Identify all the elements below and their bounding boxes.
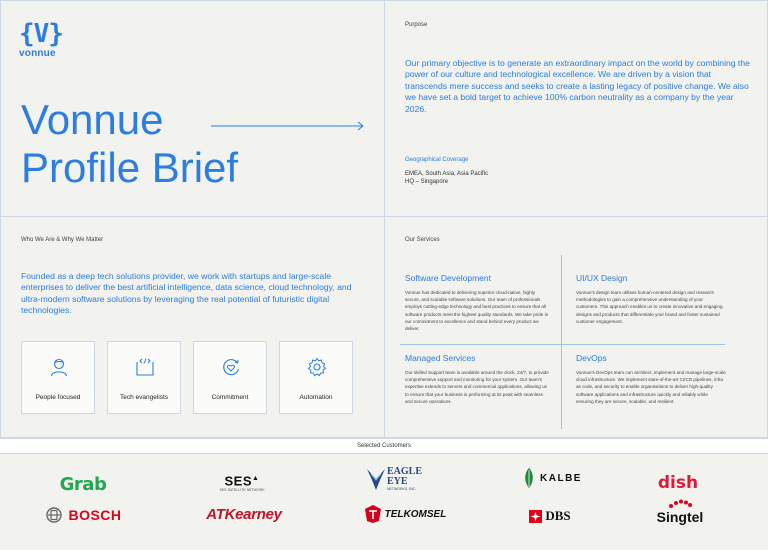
singtel-wordmark: Singtel <box>656 509 704 525</box>
value-card-people <box>21 341 95 414</box>
dbs-star-icon <box>529 510 542 523</box>
bosch-logo <box>42 505 126 525</box>
eagle-eye-wordmark: EAGLE EYE <box>386 466 422 487</box>
purpose-panel <box>384 0 768 217</box>
purpose-text: Our primary objective is to generate an extraordinary impact on the world by combining the power of our culture and technological excellence. We are driven by a vision that transcends mere success and seeks to create a lasting legacy of positive change. We also we have set a bold target to achieve 100% carbon neutrality as a company by the year 2026. <box>405 58 750 114</box>
singtel-dots-icon <box>667 499 693 509</box>
arrow-right-icon <box>211 121 366 131</box>
geo-regions: EMEA, South Asia, Asia Pacific <box>405 171 489 177</box>
kalbe-wordmark: KALBE <box>540 472 582 484</box>
code-window-icon <box>135 357 155 377</box>
value-card-automation <box>279 341 353 414</box>
service-title: Managed Services <box>405 353 476 363</box>
eagle-icon <box>365 466 387 492</box>
service-managed-services <box>405 353 550 405</box>
page-title <box>21 96 238 192</box>
vonnue-logo[interactable] <box>19 21 63 59</box>
service-title: UI/UX Design <box>576 273 628 283</box>
services-label: Our Services <box>405 237 440 243</box>
value-label: Commitment <box>211 394 249 401</box>
values-row <box>21 341 353 414</box>
geo-hq: HQ – Singapore <box>405 179 449 185</box>
ses-logo <box>212 469 272 495</box>
service-devops <box>576 353 726 405</box>
person-icon <box>49 357 69 377</box>
bosch-wordmark: BOSCH <box>68 507 122 523</box>
service-description: Vonnue's design team utilises human-centered design and research methodologies to gain a comprehensive understanding of your customers. This approach enables us to create innovative and engaging designs and products that differentiate your brand and foster sustained customer engagement. <box>576 290 723 324</box>
eagle-eye-logo <box>365 464 445 494</box>
service-description: Vonnue has dedicated to delivering superior cloud-native, highly secure, and scalable software solutions. Our team of professionals employs cutting-edge technology and best practices to ensure that all software products meet the highest quality standards. We take pride in our commitment to excellence and stand behind every product we deliver. <box>405 290 549 332</box>
value-label: Automation <box>299 394 333 401</box>
telkomsel-logo <box>362 500 448 528</box>
service-description: Our skilled Support team is available around the clock, 24/7, to provide comprehensive support and monitoring for your system. Our team's expertise extends to servers and commercial applications, allowing us to ensure that your business is performing at its peak with seamless and secure operations. <box>405 370 549 404</box>
logo-mark: {V} <box>19 19 63 49</box>
grab-logo: Grab <box>59 473 107 495</box>
logo-wordmark: vonnue <box>19 48 56 59</box>
dbs-wordmark: DBS <box>545 508 571 523</box>
service-description: Vonnue's DevOps team can architect, implement and manage large-scale cloud infrastructure. We implement state-of-the-art CI/CD pipelines, infra as code, and security to enable organisations to deliver high-quality software applications and infrastructure quickly and reliably while ensuring they are secure, scalable, and resilient. <box>576 370 726 404</box>
value-card-commitment <box>193 341 267 414</box>
gear-icon <box>307 357 327 377</box>
bosch-armature-icon <box>46 507 62 523</box>
value-label: Tech evangelists <box>119 394 169 401</box>
kalbe-logo <box>522 465 582 491</box>
service-software-development <box>405 273 550 332</box>
who-text: Founded as a deep tech solutions provider, we work with startups and large-scale enterprises to deliver the best artificial intelligence, data science, cloud technology, and ultra-modern software solutions by leveraging the real potential of futuristic digital technologies. <box>21 271 352 316</box>
purpose-label: Purpose <box>405 22 428 28</box>
service-title: DevOps <box>576 353 607 363</box>
heart-cycle-icon <box>221 357 241 377</box>
service-title: Software Development <box>405 273 491 283</box>
services-divider-vertical <box>561 255 562 429</box>
title-line-1: Vonnue <box>21 96 164 143</box>
brand-panel <box>0 0 385 217</box>
title-line-2: Profile Brief <box>21 144 239 191</box>
selected-customers-header: Selected Customers <box>0 438 768 454</box>
ses-wordmark: SES▲ <box>224 473 260 489</box>
dbs-logo <box>522 506 578 526</box>
value-label: People focused <box>35 394 81 401</box>
dish-logo: dish <box>657 473 699 493</box>
ses-tagline: SES SATELLITE NETWORK <box>219 488 265 493</box>
value-card-tech <box>107 341 181 414</box>
services-divider-horizontal <box>400 344 725 345</box>
singtel-logo <box>650 497 710 527</box>
eagle-eye-tagline: NETWORKS, INC. <box>386 487 417 491</box>
geo-coverage-label: Geographical Coverage <box>405 157 469 163</box>
telkomsel-wordmark: TELKOMSEL <box>384 508 447 520</box>
who-we-are-panel <box>0 216 385 438</box>
services-panel <box>384 216 768 438</box>
kalbe-leaf-icon <box>522 467 536 489</box>
telkomsel-icon <box>364 504 382 524</box>
atkearney-logo: ATKearney <box>206 505 282 523</box>
who-label: Who We Are & Why We Matter <box>21 237 104 243</box>
service-ui-ux-design <box>576 273 726 325</box>
